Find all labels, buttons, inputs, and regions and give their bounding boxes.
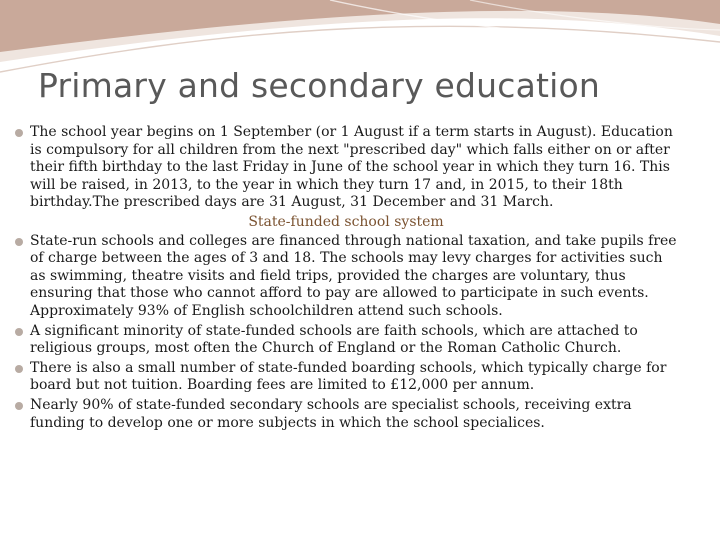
bullet-boarding-schools: There is also a small number of state-funded boarding schools, which typically charge for board but not tuition. Boarding fees are limited to £12,000 per annum.	[12, 360, 680, 395]
bullet-state-run-schools: State-run schools and colleges are financed through national taxation, and take pupils free of charge between the ages of 3 and 18. The schools may levy charges for activities such as swimming, theatre visits and field trips, provided the charges are voluntary, thus ensuring that those who cannot afford to pay are allowed to participate in such events. Approximately 93% of English schoolchildren attend such schools.	[12, 233, 680, 321]
bullet-faith-schools: A significant minority of state-funded schools are faith schools, which are attached to religious groups, most often the Church of England or the Roman Catholic Church.	[12, 323, 680, 358]
content-list	[12, 124, 680, 434]
bullet-school-year: The school year begins on 1 September (or 1 August if a term starts in August). Education is compulsory for all children from the next "prescribed day" which falls either on or after their fifth birthday to the last Friday in June of the school year in which they turn 16. This will be raised, in 2013, to the year in which they turn 17 and, in 2015, to their 18th birthday.The prescribed days are 31 August, 31 December and 31 March.	[12, 124, 680, 212]
bullet-specialist-schools: Nearly 90% of state-funded secondary schools are specialist schools, receiving extra funding to develop one or more subjects in which the school specialices.	[12, 397, 680, 432]
subheading-state-funded: State-funded school system	[248, 213, 444, 230]
slide-title: Primary and secondary education	[38, 66, 601, 105]
